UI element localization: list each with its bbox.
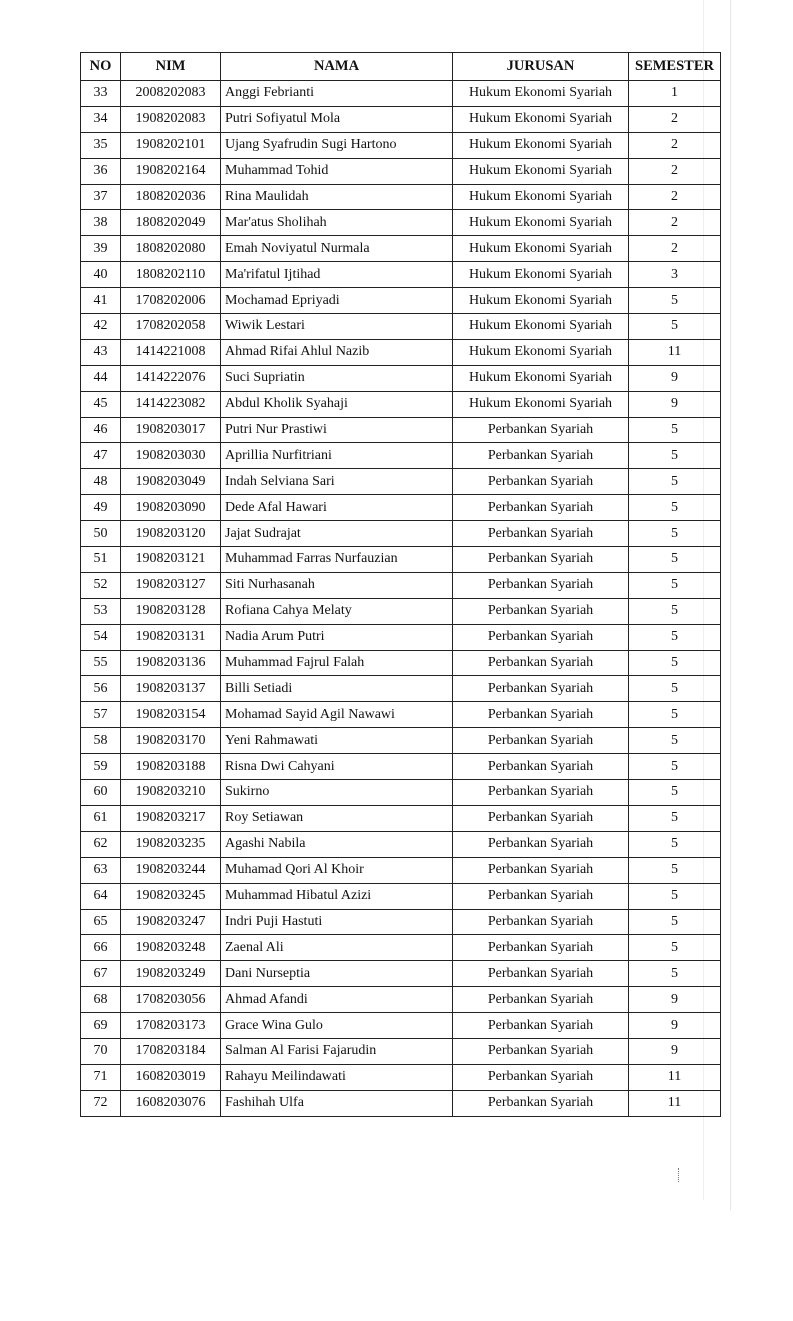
- cell-semester: 9: [629, 1013, 721, 1039]
- cell-jurusan: Perbankan Syariah: [453, 521, 629, 547]
- table-row: [81, 339, 721, 365]
- cell-nim: 1908203244: [121, 857, 221, 883]
- cell-jurusan: Perbankan Syariah: [453, 417, 629, 443]
- cell-semester: 9: [629, 365, 721, 391]
- cell-semester: 2: [629, 106, 721, 132]
- table-row: [81, 210, 721, 236]
- table-row: [81, 1013, 721, 1039]
- cell-no: 39: [81, 236, 121, 262]
- cell-no: 62: [81, 831, 121, 857]
- cell-no: 40: [81, 262, 121, 288]
- table-row: [81, 443, 721, 469]
- cell-no: 72: [81, 1090, 121, 1116]
- cell-nim: 1908203120: [121, 521, 221, 547]
- cell-semester: 5: [629, 314, 721, 340]
- cell-no: 42: [81, 314, 121, 340]
- cell-no: 33: [81, 81, 121, 107]
- table-row: [81, 935, 721, 961]
- cell-semester: 5: [629, 909, 721, 935]
- table-row: [81, 1090, 721, 1116]
- cell-jurusan: Perbankan Syariah: [453, 572, 629, 598]
- cell-semester: 3: [629, 262, 721, 288]
- cell-nama: Ahmad Afandi: [221, 987, 453, 1013]
- cell-jurusan: Hukum Ekonomi Syariah: [453, 184, 629, 210]
- cell-nama: Ahmad Rifai Ahlul Nazib: [221, 339, 453, 365]
- cell-semester: 5: [629, 702, 721, 728]
- cell-jurusan: Hukum Ekonomi Syariah: [453, 106, 629, 132]
- cell-jurusan: Perbankan Syariah: [453, 702, 629, 728]
- cell-jurusan: Hukum Ekonomi Syariah: [453, 314, 629, 340]
- table-row: [81, 365, 721, 391]
- cell-nim: 1908202101: [121, 132, 221, 158]
- cell-jurusan: Hukum Ekonomi Syariah: [453, 391, 629, 417]
- cell-semester: 2: [629, 132, 721, 158]
- table-row: [81, 728, 721, 754]
- cell-jurusan: Perbankan Syariah: [453, 624, 629, 650]
- table-row: [81, 158, 721, 184]
- cell-nama: Rina Maulidah: [221, 184, 453, 210]
- cell-semester: 5: [629, 935, 721, 961]
- cell-jurusan: Perbankan Syariah: [453, 598, 629, 624]
- cell-semester: 9: [629, 987, 721, 1013]
- cell-semester: 5: [629, 883, 721, 909]
- cell-nim: 1808202110: [121, 262, 221, 288]
- table-row: [81, 909, 721, 935]
- cell-no: 68: [81, 987, 121, 1013]
- cell-nama: Fashihah Ulfa: [221, 1090, 453, 1116]
- cell-semester: 5: [629, 676, 721, 702]
- cell-semester: 5: [629, 443, 721, 469]
- cell-nama: Agashi Nabila: [221, 831, 453, 857]
- cell-nama: Roy Setiawan: [221, 805, 453, 831]
- cell-jurusan: Perbankan Syariah: [453, 831, 629, 857]
- cell-nim: 1908203131: [121, 624, 221, 650]
- table-row: [81, 495, 721, 521]
- cell-jurusan: Perbankan Syariah: [453, 1038, 629, 1064]
- cell-nama: Mar'atus Sholihah: [221, 210, 453, 236]
- cell-jurusan: Hukum Ekonomi Syariah: [453, 81, 629, 107]
- cell-no: 53: [81, 598, 121, 624]
- cell-nama: Aprillia Nurfitriani: [221, 443, 453, 469]
- cell-semester: 5: [629, 495, 721, 521]
- table-row: [81, 780, 721, 806]
- cell-semester: 2: [629, 210, 721, 236]
- cell-nama: Ujang Syafrudin Sugi Hartono: [221, 132, 453, 158]
- cell-nim: 1414221008: [121, 339, 221, 365]
- cell-nama: Anggi Febrianti: [221, 81, 453, 107]
- cell-nim: 1908203248: [121, 935, 221, 961]
- table-row: [81, 106, 721, 132]
- cell-no: 71: [81, 1064, 121, 1090]
- cell-semester: 5: [629, 521, 721, 547]
- cell-no: 61: [81, 805, 121, 831]
- cell-no: 51: [81, 547, 121, 573]
- cell-semester: 2: [629, 158, 721, 184]
- cell-nim: 1708202006: [121, 288, 221, 314]
- cell-nama: Wiwik Lestari: [221, 314, 453, 340]
- table-row: [81, 184, 721, 210]
- cell-nama: Muhamad Qori Al Khoir: [221, 857, 453, 883]
- cell-no: 66: [81, 935, 121, 961]
- cell-no: 50: [81, 521, 121, 547]
- cell-nim: 1908203247: [121, 909, 221, 935]
- cell-nim: 1608203019: [121, 1064, 221, 1090]
- cell-no: 45: [81, 391, 121, 417]
- cell-semester: 5: [629, 754, 721, 780]
- table-row: [81, 650, 721, 676]
- cell-nim: 1908202164: [121, 158, 221, 184]
- cell-jurusan: Perbankan Syariah: [453, 495, 629, 521]
- cell-nama: Ma'rifatul Ijtihad: [221, 262, 453, 288]
- cell-jurusan: Hukum Ekonomi Syariah: [453, 288, 629, 314]
- table-row: [81, 572, 721, 598]
- cell-no: 58: [81, 728, 121, 754]
- table-row: [81, 805, 721, 831]
- cell-semester: 5: [629, 624, 721, 650]
- cell-nim: 1908203030: [121, 443, 221, 469]
- cell-nim: 1608203076: [121, 1090, 221, 1116]
- cell-nama: Muhammad Hibatul Azizi: [221, 883, 453, 909]
- cell-nim: 1908203245: [121, 883, 221, 909]
- cell-jurusan: Perbankan Syariah: [453, 547, 629, 573]
- table-row: [81, 521, 721, 547]
- cell-semester: 5: [629, 288, 721, 314]
- cell-no: 41: [81, 288, 121, 314]
- table-row: [81, 598, 721, 624]
- cell-jurusan: Hukum Ekonomi Syariah: [453, 236, 629, 262]
- cell-nama: Salman Al Farisi Fajarudin: [221, 1038, 453, 1064]
- cell-no: 63: [81, 857, 121, 883]
- cell-nama: Rofiana Cahya Melaty: [221, 598, 453, 624]
- cell-no: 48: [81, 469, 121, 495]
- cell-nama: Nadia Arum Putri: [221, 624, 453, 650]
- cell-semester: 5: [629, 547, 721, 573]
- cell-nama: Rahayu Meilindawati: [221, 1064, 453, 1090]
- cell-semester: 5: [629, 728, 721, 754]
- cell-semester: 2: [629, 236, 721, 262]
- table-row: [81, 547, 721, 573]
- cell-nim: 1908203188: [121, 754, 221, 780]
- cell-no: 70: [81, 1038, 121, 1064]
- cell-no: 38: [81, 210, 121, 236]
- cell-nim: 1908203121: [121, 547, 221, 573]
- cell-no: 60: [81, 780, 121, 806]
- cell-nama: Yeni Rahmawati: [221, 728, 453, 754]
- cell-nama: Muhammad Tohid: [221, 158, 453, 184]
- cell-nim: 1908203090: [121, 495, 221, 521]
- header-row: [81, 53, 721, 81]
- table-row: [81, 262, 721, 288]
- cell-jurusan: Perbankan Syariah: [453, 805, 629, 831]
- cell-nim: 1808202080: [121, 236, 221, 262]
- cell-semester: 11: [629, 339, 721, 365]
- cell-jurusan: Perbankan Syariah: [453, 754, 629, 780]
- cell-semester: 9: [629, 391, 721, 417]
- cell-jurusan: Perbankan Syariah: [453, 443, 629, 469]
- cell-nim: 1908203235: [121, 831, 221, 857]
- cell-semester: 5: [629, 417, 721, 443]
- cell-jurusan: Perbankan Syariah: [453, 961, 629, 987]
- cell-jurusan: Perbankan Syariah: [453, 469, 629, 495]
- cell-nim: 1808202049: [121, 210, 221, 236]
- cell-nama: Putri Nur Prastiwi: [221, 417, 453, 443]
- table-row: [81, 391, 721, 417]
- cell-jurusan: Hukum Ekonomi Syariah: [453, 365, 629, 391]
- cell-semester: 5: [629, 831, 721, 857]
- cell-nama: Billi Setiadi: [221, 676, 453, 702]
- cell-semester: 11: [629, 1090, 721, 1116]
- cell-semester: 5: [629, 598, 721, 624]
- cell-jurusan: Hukum Ekonomi Syariah: [453, 262, 629, 288]
- cell-jurusan: Perbankan Syariah: [453, 935, 629, 961]
- student-table: [80, 52, 721, 1117]
- table-row: [81, 1038, 721, 1064]
- cell-nama: Muhammad Fajrul Falah: [221, 650, 453, 676]
- cell-no: 52: [81, 572, 121, 598]
- cell-semester: 5: [629, 805, 721, 831]
- header-semester: SEMESTER: [629, 53, 721, 81]
- cell-nim: 1708203184: [121, 1038, 221, 1064]
- header-nim: NIM: [121, 53, 221, 81]
- cell-jurusan: Hukum Ekonomi Syariah: [453, 158, 629, 184]
- cell-nama: Mohamad Sayid Agil Nawawi: [221, 702, 453, 728]
- cell-semester: 5: [629, 780, 721, 806]
- cell-semester: 5: [629, 961, 721, 987]
- cell-nim: 1908203170: [121, 728, 221, 754]
- cell-no: 35: [81, 132, 121, 158]
- cell-nim: 1414223082: [121, 391, 221, 417]
- cell-nim: 1908203049: [121, 469, 221, 495]
- cell-semester: 5: [629, 469, 721, 495]
- cell-jurusan: Perbankan Syariah: [453, 883, 629, 909]
- cell-jurusan: Perbankan Syariah: [453, 1013, 629, 1039]
- cell-semester: 1: [629, 81, 721, 107]
- student-list-sheet: [80, 52, 720, 1117]
- cell-jurusan: Perbankan Syariah: [453, 1064, 629, 1090]
- cell-nim: 1908202083: [121, 106, 221, 132]
- cell-nama: Emah Noviyatul Nurmala: [221, 236, 453, 262]
- cell-no: 37: [81, 184, 121, 210]
- student-table-head: [81, 53, 721, 81]
- cell-nama: Mochamad Epriyadi: [221, 288, 453, 314]
- cell-jurusan: Hukum Ekonomi Syariah: [453, 132, 629, 158]
- cell-no: 59: [81, 754, 121, 780]
- cell-nama: Indah Selviana Sari: [221, 469, 453, 495]
- cell-jurusan: Perbankan Syariah: [453, 676, 629, 702]
- table-row: [81, 676, 721, 702]
- table-row: [81, 417, 721, 443]
- cell-no: 69: [81, 1013, 121, 1039]
- cell-nim: 2008202083: [121, 81, 221, 107]
- cell-semester: 11: [629, 1064, 721, 1090]
- cell-nama: Putri Sofiyatul Mola: [221, 106, 453, 132]
- cell-jurusan: Perbankan Syariah: [453, 780, 629, 806]
- cell-jurusan: Perbankan Syariah: [453, 857, 629, 883]
- cell-jurusan: Perbankan Syariah: [453, 1090, 629, 1116]
- cell-no: 56: [81, 676, 121, 702]
- cell-no: 64: [81, 883, 121, 909]
- table-row: [81, 961, 721, 987]
- cell-nama: Dede Afal Hawari: [221, 495, 453, 521]
- cell-nim: 1908203128: [121, 598, 221, 624]
- cell-nim: 1708203173: [121, 1013, 221, 1039]
- cell-semester: 2: [629, 184, 721, 210]
- header-no: NO: [81, 53, 121, 81]
- cell-nim: 1908203249: [121, 961, 221, 987]
- cell-no: 55: [81, 650, 121, 676]
- cell-nim: 1908203136: [121, 650, 221, 676]
- cell-nama: Siti Nurhasanah: [221, 572, 453, 598]
- cell-no: 36: [81, 158, 121, 184]
- scan-margin-line: [730, 0, 731, 1210]
- cell-nim: 1708203056: [121, 987, 221, 1013]
- table-row: [81, 624, 721, 650]
- cell-no: 47: [81, 443, 121, 469]
- cell-jurusan: Perbankan Syariah: [453, 650, 629, 676]
- cell-semester: 5: [629, 572, 721, 598]
- cell-nama: Suci Supriatin: [221, 365, 453, 391]
- table-row: [81, 81, 721, 107]
- header-nama: NAMA: [221, 53, 453, 81]
- table-row: [81, 288, 721, 314]
- table-row: [81, 987, 721, 1013]
- table-row: [81, 314, 721, 340]
- cell-nim: 1414222076: [121, 365, 221, 391]
- cell-nama: Sukirno: [221, 780, 453, 806]
- cell-nama: Muhammad Farras Nurfauzian: [221, 547, 453, 573]
- cell-no: 46: [81, 417, 121, 443]
- table-row: [81, 469, 721, 495]
- cell-jurusan: Hukum Ekonomi Syariah: [453, 339, 629, 365]
- cell-no: 44: [81, 365, 121, 391]
- cell-nim: 1908203137: [121, 676, 221, 702]
- cell-nama: Dani Nurseptia: [221, 961, 453, 987]
- cell-nama: Risna Dwi Cahyani: [221, 754, 453, 780]
- cell-nama: Abdul Kholik Syahaji: [221, 391, 453, 417]
- cell-nim: 1908203127: [121, 572, 221, 598]
- cell-nama: Indri Puji Hastuti: [221, 909, 453, 935]
- cell-no: 57: [81, 702, 121, 728]
- cell-semester: 9: [629, 1038, 721, 1064]
- cell-nama: Jajat Sudrajat: [221, 521, 453, 547]
- cell-nim: 1808202036: [121, 184, 221, 210]
- cell-nim: 1708202058: [121, 314, 221, 340]
- cell-jurusan: Perbankan Syariah: [453, 909, 629, 935]
- table-row: [81, 857, 721, 883]
- cell-nama: Grace Wina Gulo: [221, 1013, 453, 1039]
- scan-speck: [678, 1168, 681, 1182]
- cell-semester: 5: [629, 857, 721, 883]
- table-row: [81, 236, 721, 262]
- cell-nama: Zaenal Ali: [221, 935, 453, 961]
- cell-semester: 5: [629, 650, 721, 676]
- cell-nim: 1908203017: [121, 417, 221, 443]
- header-jurusan: JURUSAN: [453, 53, 629, 81]
- table-row: [81, 754, 721, 780]
- cell-no: 43: [81, 339, 121, 365]
- table-row: [81, 702, 721, 728]
- cell-jurusan: Perbankan Syariah: [453, 728, 629, 754]
- cell-no: 67: [81, 961, 121, 987]
- cell-no: 54: [81, 624, 121, 650]
- cell-jurusan: Hukum Ekonomi Syariah: [453, 210, 629, 236]
- cell-jurusan: Perbankan Syariah: [453, 987, 629, 1013]
- table-row: [81, 132, 721, 158]
- cell-no: 65: [81, 909, 121, 935]
- student-table-body: [81, 81, 721, 1117]
- table-row: [81, 1064, 721, 1090]
- cell-nim: 1908203210: [121, 780, 221, 806]
- table-row: [81, 883, 721, 909]
- cell-nim: 1908203154: [121, 702, 221, 728]
- table-row: [81, 831, 721, 857]
- cell-nim: 1908203217: [121, 805, 221, 831]
- cell-no: 34: [81, 106, 121, 132]
- cell-no: 49: [81, 495, 121, 521]
